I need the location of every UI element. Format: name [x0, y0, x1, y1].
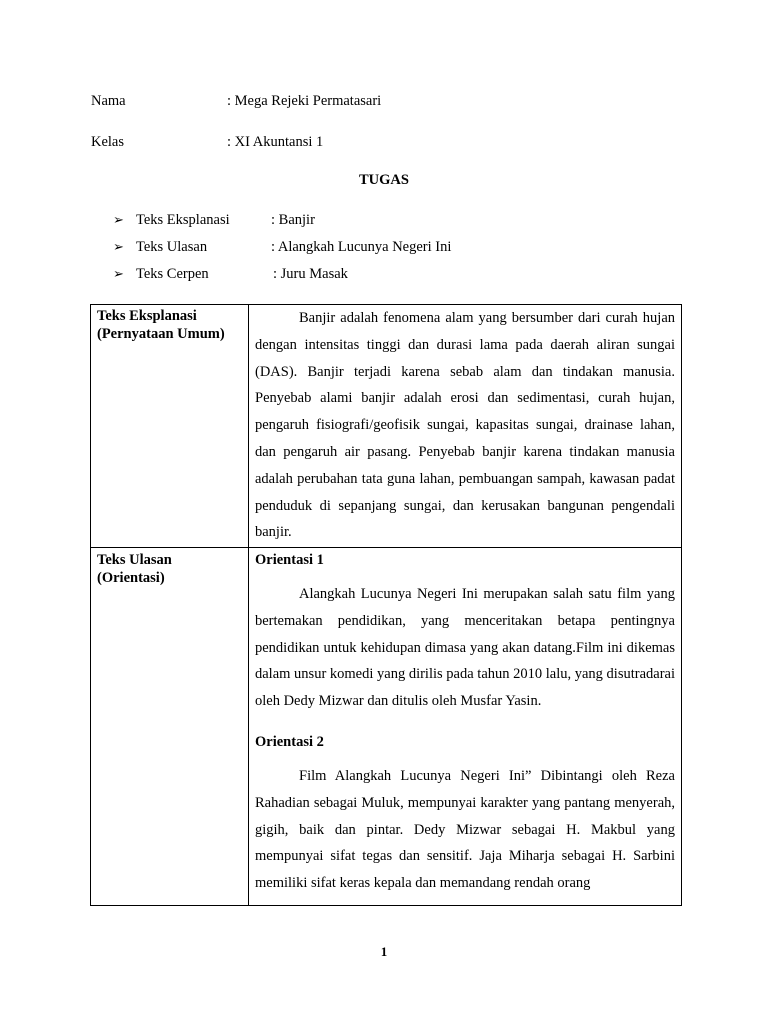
row-heading: [91, 548, 248, 587]
class-value: : XI Akuntansi 1: [227, 134, 324, 150]
name-line: [91, 93, 691, 113]
row-body-cell: [249, 305, 682, 548]
orientasi-2-title: Orientasi 2: [255, 733, 324, 750]
bullet-value: : Alangkah Lucunya Negeri Ini: [271, 239, 452, 255]
arrow-bullet-icon: ➢: [113, 267, 124, 282]
orientasi-2-paragraph: Film Alangkah Lucunya Negeri Ini” Dibintangi oleh Reza Rahadian sebagai Muluk, mempunyai karakter yang pantang menyerah, gigih, baik dan pintar. Dedy Mizwar sebagai H. Makbul yang mempunyai sifat tegas dan sensitif. Jaja Miharja sebagai H. Sarbini memiliki sifat keras kepala dan memandang rendah orang: [255, 767, 675, 892]
row-heading-line1: Teks Ulasan: [97, 552, 172, 568]
content-table: [90, 304, 682, 906]
page-number: 1: [380, 944, 388, 959]
row-heading-line2: (Pernyataan Umum): [97, 326, 225, 342]
bullet-label: Teks Eksplanasi: [136, 212, 230, 228]
row-heading-line2: (Orientasi): [97, 570, 165, 586]
row-heading-cell: [91, 305, 249, 548]
table-row-ulasan: [91, 548, 682, 906]
row-body-cell: [249, 548, 682, 906]
eksplanasi-paragraph: Banjir adalah fenomena alam yang bersumber dari curah hujan dengan intensitas tinggi dan durasi lama pada daerah aliran sungai (DAS). Banjir terjadi karena sebab alam dan tindakan manusia. Penyebab alami banjir adalah erosi dan sedimentasi, curah hujan, pengaruh fisiografi/geofisik sungai, kapasitas sungai, drainase lahan, dan pengaruh air pasang. Penyebab banjir karena tindakan manusia adalah perubahan tata guna lahan, pembuangan sampah, kawasan padat penduduk di sepanjang sungai, dan kerusakan bangunan pengendali banjir.: [255, 310, 675, 541]
bullet-label: Teks Ulasan: [136, 239, 208, 255]
bullet-value: : Banjir: [271, 212, 315, 228]
bullet-item-cerpen: [113, 266, 613, 286]
bullet-item-eksplanasi: [113, 212, 613, 232]
class-label: Kelas: [91, 134, 125, 150]
page-title: TUGAS: [359, 172, 409, 188]
orientasi-1-paragraph: Alangkah Lucunya Negeri Ini merupakan salah satu film yang bertemakan pendidikan, yang menceritakan betapa pentingnya pendidikan untuk kehidupan dimasa yang akan datang.Film ini dikemas dalam unsur komedi yang dirilis pada tahun 2010 lalu, yang disutradarai oleh Dedy Mizwar dan ditulis oleh Musfar Yasin.: [255, 586, 675, 710]
bullet-item-ulasan: [113, 239, 613, 259]
class-line: [91, 134, 691, 154]
row-heading-cell: [91, 548, 249, 906]
table-row-eksplanasi: [91, 305, 682, 548]
arrow-bullet-icon: ➢: [113, 213, 124, 228]
bullet-value: : Juru Masak: [273, 266, 348, 282]
bullet-label: Teks Cerpen: [136, 266, 209, 282]
orientasi-1-title: Orientasi 1: [255, 552, 324, 568]
row-heading-line1: Teks Eksplanasi: [97, 308, 197, 324]
name-label: Nama: [91, 93, 126, 109]
row-heading: [91, 305, 248, 343]
arrow-bullet-icon: ➢: [113, 240, 124, 255]
name-value: : Mega Rejeki Permatasari: [227, 93, 382, 109]
